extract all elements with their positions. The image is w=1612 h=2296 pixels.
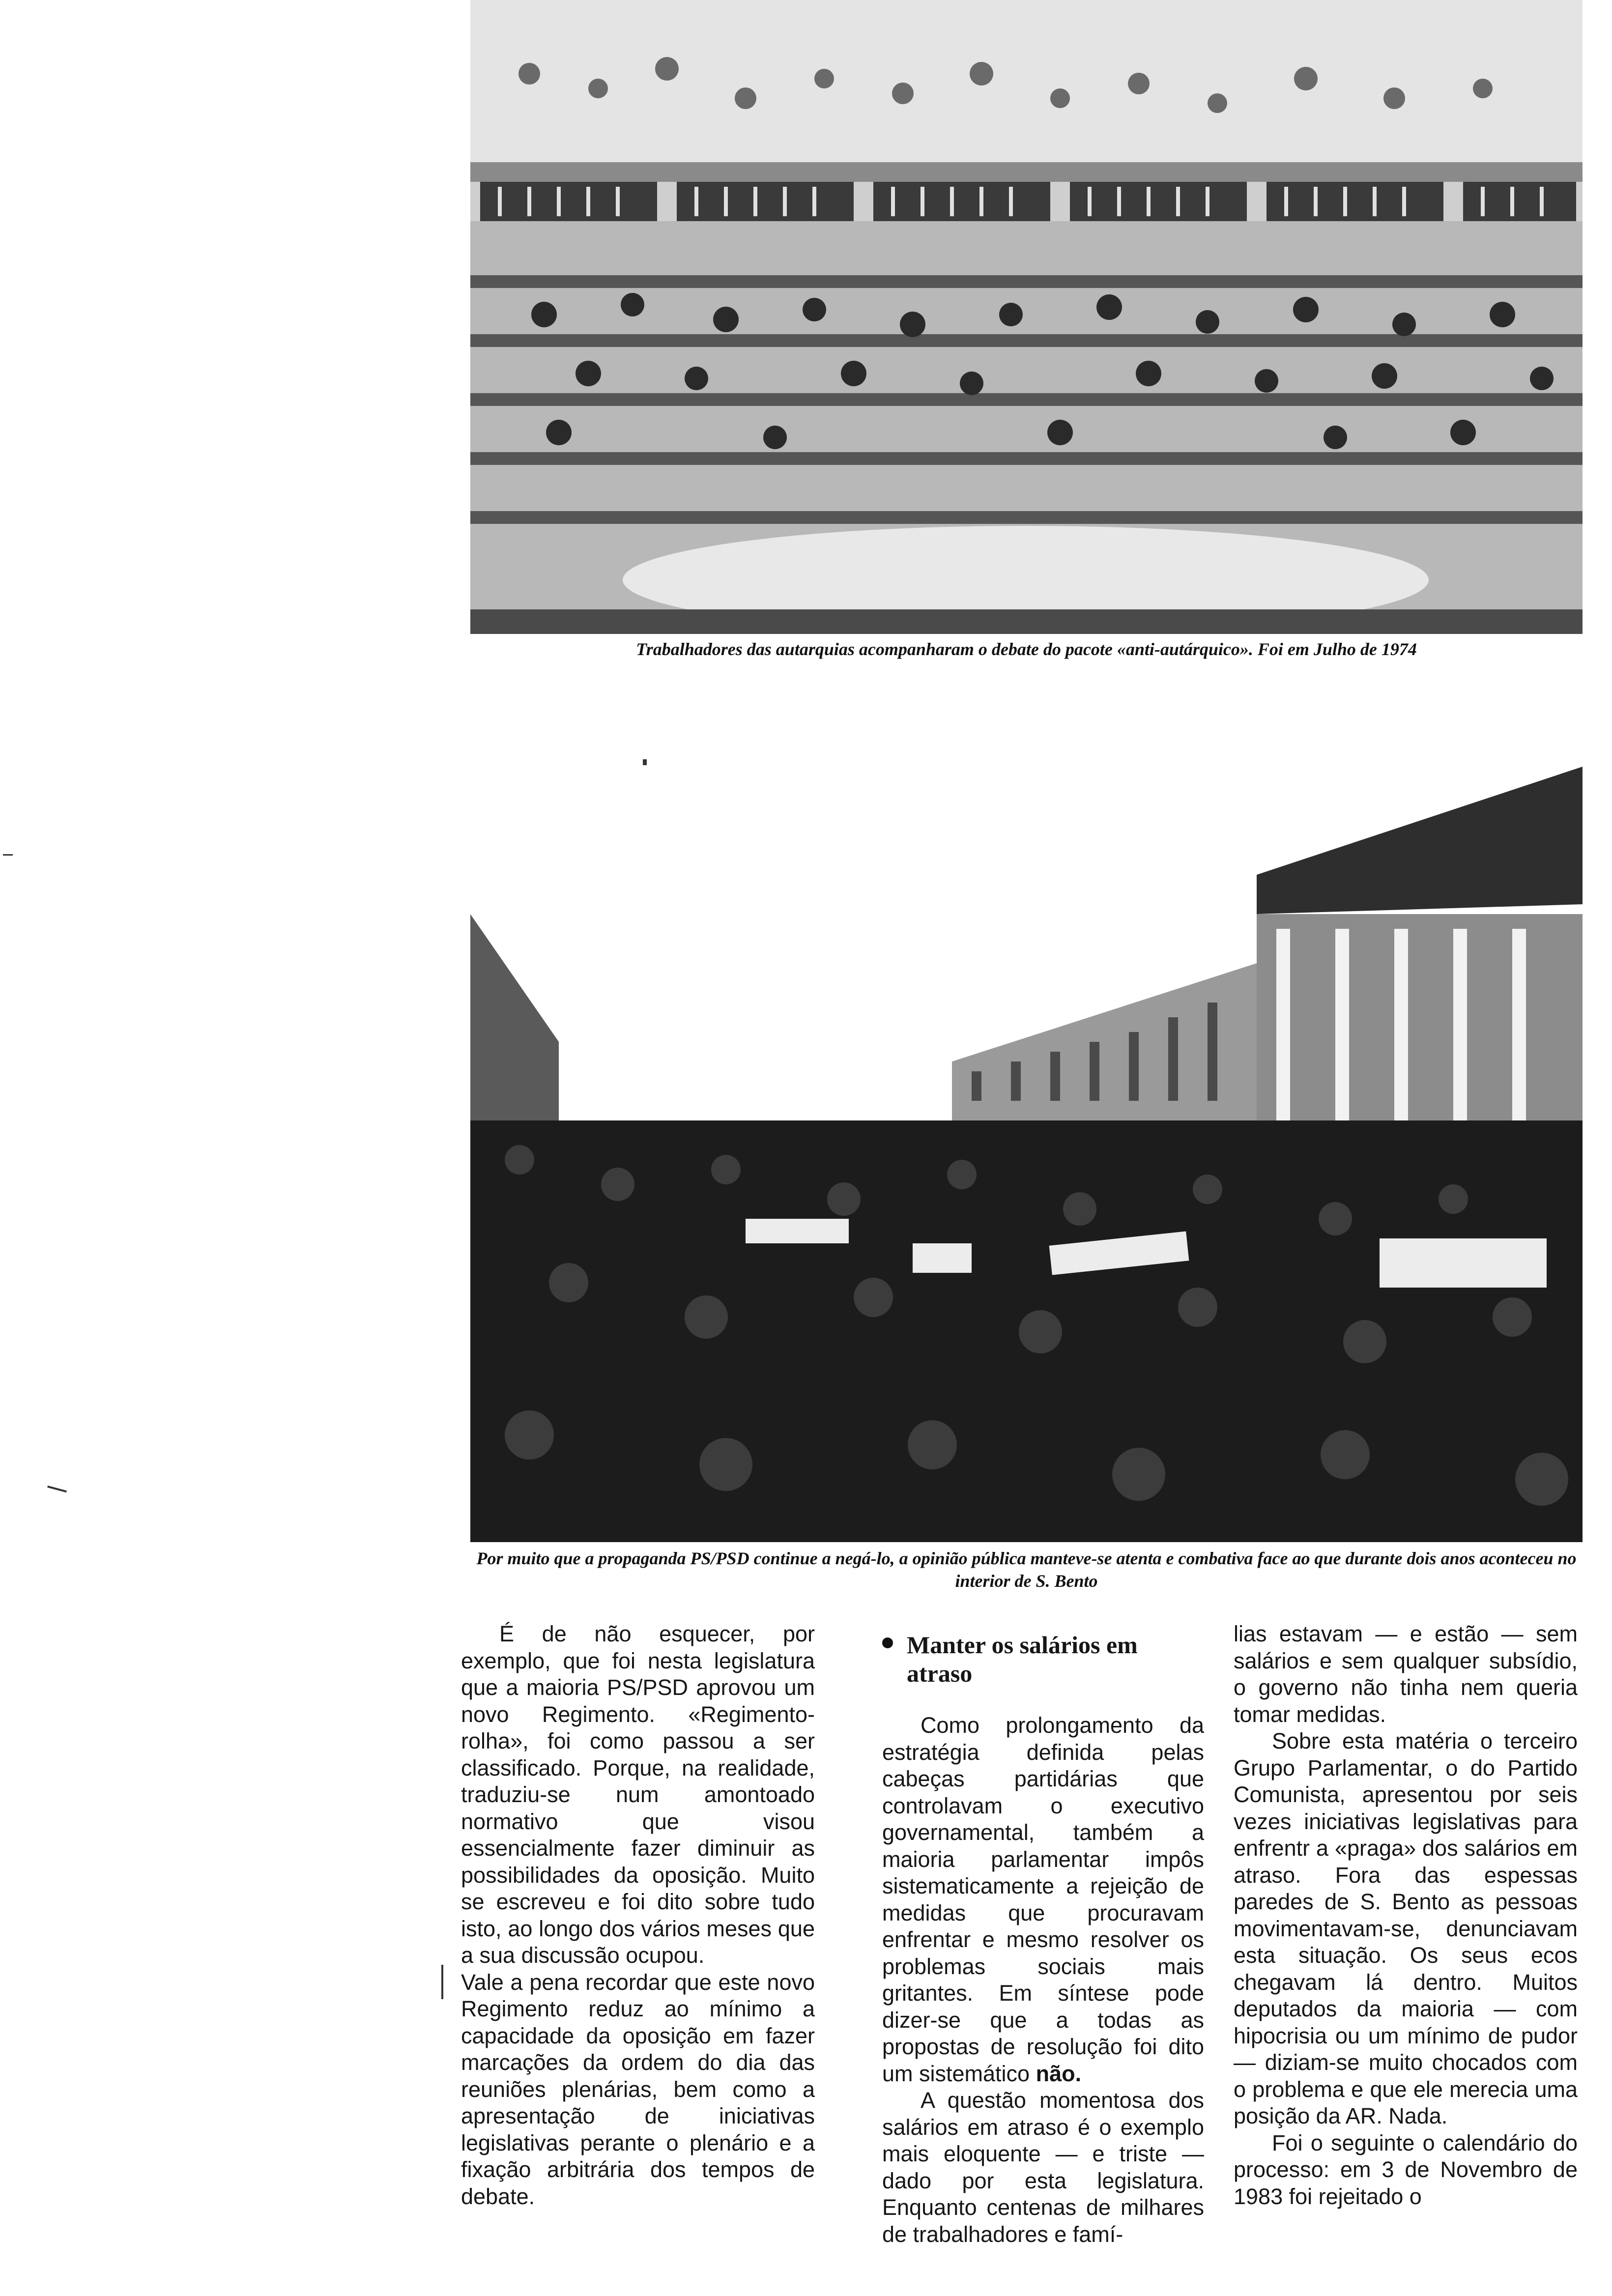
scan-mark (3, 854, 13, 856)
photo-caption-bottom: Por muito que a propaganda PS/PSD continue a negá-lo, a opinião pública manteve-se atenta e combativa face ao que durante dois anos aconteceu no interior de S. Bento (476, 1549, 1577, 1591)
article-paragraph: Vale a pena recordar que este novo Regimento reduz ao mínimo a capacidade da oposição em fazer marcações da ordem do dia das reuniões plenárias, bem como a apresentação de iniciativas legislativas perante o plenário e a fixação arbitrária dos tempos de debate. (461, 1969, 815, 2209)
section-subhead (882, 1631, 1204, 1688)
article-paragraph: Foi o seguinte o calendário do processo: em 3 de Novembro de 1983 foi rejeitado o (1234, 2130, 1578, 2209)
article-paragraph (882, 1712, 1204, 2087)
photo-parliament-chamber (470, 0, 1583, 634)
article-paragraph: É de não esquecer, por exemplo, que foi nesta legislatura que a maioria PS/PSD aprovou um novo Regimento. «Regimento-rolha», foi como passou a ser classificado. Porque, na realidade, traduziu-se num amontoado normativo que visou essencialmente fazer diminuir as possibilidades da oposição. Muito se escreveu e foi dito sobre tudo isto, ao longo dos vários meses que a sua discussão ocupou. (461, 1621, 815, 1968)
scan-mark (643, 759, 647, 765)
scan-mark (47, 1486, 67, 1492)
paragraph-text: Como prolongamento da estratégia definida pelas cabeças partidárias que controlavam o executivo governamental, também a maioria parlamentar impôs sistematicamente a rejeição de medidas que procuravam enfrentar e mesmo resolver os problemas sociais mais gritantes. Em síntese pode dizer-se que a todas as propostas de resolução foi dito um sistemático (882, 1713, 1204, 2086)
article-paragraph: Sobre esta matéria o terceiro Grupo Parlamentar, o do Partido Comunista, apresentou por seis vezes iniciativas legislativas para enfrentr a «praga» dos salários em atraso. Fora das espessas paredes de S. Bento as pessoas movimentavam-se, denunciavam esta situação. Os seus ecos chegavam lá dentro. Muitos deputados da maioria — com hipocrisia ou um mínimo de pudor — diziam-se muito chocados com o problema e que ele merecia uma posição da AR. Nada. (1234, 1728, 1578, 2128)
photo-caption-top: Trabalhadores das autarquias acompanharam o debate do pacote «anti-autárquico». Foi em Julho de 1974 (636, 639, 1417, 659)
article-paragraph: A questão momentosa dos salários em atraso é o exemplo mais eloquente — e triste — dado por esta legislatura. Enquanto centenas de milhares de trabalhadores e famí- (882, 2088, 1204, 2247)
crowd-illustration (470, 767, 1583, 1542)
subhead-text: Manter os salários em atraso (907, 1631, 1138, 1687)
emphasis-word: não. (1036, 2061, 1082, 2086)
article-column-2 (882, 1631, 1204, 2248)
article-column-1 (461, 1621, 815, 2210)
article-column-3 (1234, 1621, 1578, 2210)
photo-crowd-sao-bento (470, 767, 1583, 1542)
scan-mark (441, 1965, 443, 1999)
bullet-icon (882, 1637, 893, 1648)
chamber-illustration (470, 0, 1583, 634)
article-paragraph: lias estavam — e estão — sem salários e sem qualquer subsídio, o governo não tinha nem queria tomar medidas. (1234, 1621, 1578, 1727)
